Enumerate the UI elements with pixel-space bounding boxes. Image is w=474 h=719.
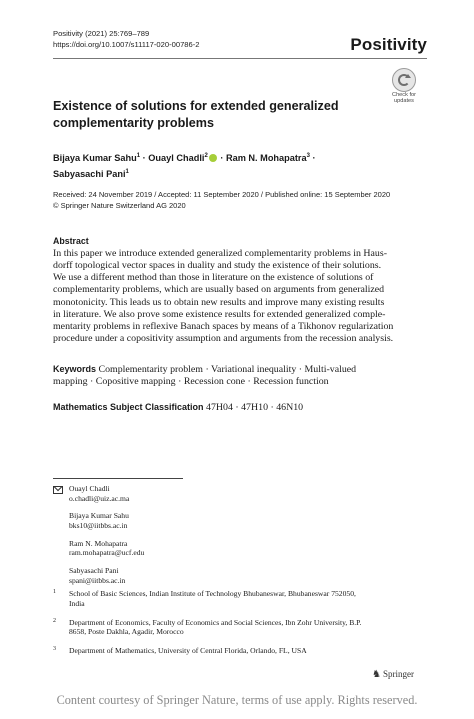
abstract-line: We use a different method than those in literature on the existence of solutions of xyxy=(53,272,374,284)
affiliation-line: India xyxy=(69,598,85,608)
author-separator: · xyxy=(140,153,149,164)
msc-label: Mathematics Subject Classification xyxy=(53,402,204,412)
affiliation-entry xyxy=(53,589,423,608)
contact-name: Ouayl Chadli xyxy=(69,484,110,493)
contact-name: Ram N. Mohapatra xyxy=(69,538,128,548)
contact-entry xyxy=(53,539,144,558)
check-for-updates-badge[interactable] xyxy=(387,68,421,105)
publisher-name: Springer xyxy=(382,669,414,679)
title-line: Existence of solutions for extended generalized xyxy=(53,99,339,113)
publication-history xyxy=(53,190,433,211)
author-affil-sup: 1 xyxy=(125,169,129,176)
abstract-line: complementarity problems, which are usually based on arguments from generalized xyxy=(53,284,385,296)
header-divider xyxy=(53,58,427,59)
journal-name: Positivity xyxy=(350,35,427,54)
affiliation-line: 8658, Poste Dakhla, Agadir, Morocco xyxy=(69,627,184,637)
abstract-body xyxy=(53,248,419,345)
abstract-line: monotonicity. This leads us to obtain new results and improve many existing results xyxy=(53,296,385,308)
keywords-label: Keywords xyxy=(53,364,97,374)
author-affil-sup: 3 xyxy=(306,153,310,159)
doi-link[interactable]: https://doi.org/10.1007/s11117-020-00786-2 xyxy=(53,39,200,49)
affiliation-number: 1 xyxy=(53,589,56,595)
paper-title xyxy=(53,98,383,131)
publication-dates: Received: 24 November 2019 / Accepted: 11 September 2020 / Published online: 15 September 2020 xyxy=(53,190,391,199)
affiliation-line: School of Basic Sciences, Indian Institute of Technology Bhubaneswar, Bhubaneswar 752050, xyxy=(69,589,356,598)
abstract-line: mentarity problems in reflexive Banach spaces by means of a Tikhonov regularization xyxy=(53,320,394,332)
check-updates-label-2: updates xyxy=(394,98,414,105)
author-list xyxy=(53,149,433,181)
affiliation-line: Department of Economics, Faculty of Economics and Social Sciences, Ibn Zohr University, B.P. xyxy=(69,617,362,627)
keywords-text: Complementarity problem · Variational inequality · Multi-valued xyxy=(98,364,357,375)
courtesy-notice: Content courtesy of Springer Nature, terms of use apply. Rights reserved. xyxy=(56,693,418,707)
author-name[interactable]: Ouayl Chadli xyxy=(148,153,205,164)
author-name[interactable]: Ram N. Mohapatra xyxy=(225,153,307,164)
msc-section xyxy=(53,402,419,413)
msc-codes: 47H04 · 47H10 · 46N10 xyxy=(206,402,304,413)
keywords-section xyxy=(53,363,419,388)
footnote-divider xyxy=(53,478,183,479)
affiliation-number: 3 xyxy=(53,646,56,653)
author-affil-sup: 2 xyxy=(204,153,208,159)
affiliation-number: 2 xyxy=(53,617,56,624)
contact-email[interactable]: o.chadli@uiz.ac.ma xyxy=(69,493,130,503)
copyright-notice: © Springer Nature Switzerland AG 2020 xyxy=(53,200,186,210)
affiliation-entry xyxy=(53,646,423,656)
contact-email[interactable]: spani@iitbbs.ac.in xyxy=(69,575,126,585)
abstract-line: in literature. We also prove some existence results for extended generalized comple- xyxy=(53,308,386,320)
affiliation-line: Department of Mathematics, University of Central Florida, Orlando, FL, USA xyxy=(69,646,307,656)
check-for-updates-icon xyxy=(392,68,416,92)
contact-email[interactable]: ram.mohapatra@ucf.edu xyxy=(69,548,145,558)
orcid-icon[interactable] xyxy=(209,154,217,162)
author-name[interactable]: Sabyasachi Pani xyxy=(53,169,126,180)
title-line: complementarity problems xyxy=(53,115,214,130)
contact-name: Sabyasachi Pani xyxy=(69,566,119,576)
article-citation-header xyxy=(53,29,200,50)
author-separator: · xyxy=(217,153,226,164)
abstract-line: procedure under a copositivity assumption and arguments from the recession analysis. xyxy=(53,333,394,345)
mail-icon xyxy=(53,486,63,494)
contact-entry xyxy=(53,484,144,503)
abstract-line: dorff topological vector spaces in duality and study the existence of their solutions. xyxy=(53,260,382,272)
author-separator: · xyxy=(309,153,316,164)
springer-horse-icon: ♞ xyxy=(372,669,381,680)
abstract-heading: Abstract xyxy=(53,236,89,246)
contact-entry xyxy=(53,511,144,530)
springer-logo xyxy=(372,669,414,680)
author-affil-sup: 1 xyxy=(136,153,141,159)
affiliation-list xyxy=(53,589,423,665)
author-name[interactable]: Bijaya Kumar Sahu xyxy=(53,153,137,164)
contact-list xyxy=(53,484,144,594)
keywords-text: mapping · Copositive mapping · Recession cone · Recession function xyxy=(53,376,329,388)
contact-email[interactable]: bks10@iitbbs.ac.in xyxy=(69,520,128,530)
affiliation-entry xyxy=(53,618,423,637)
contact-entry xyxy=(53,566,144,585)
contact-name: Bijaya Kumar Sahu xyxy=(69,511,129,521)
journal-citation: Positivity (2021) 25:769–789 xyxy=(53,29,150,38)
abstract-line: In this paper we introduce extended generalized complementarity problems in Haus- xyxy=(53,248,387,259)
check-updates-label: Check for xyxy=(392,92,416,98)
